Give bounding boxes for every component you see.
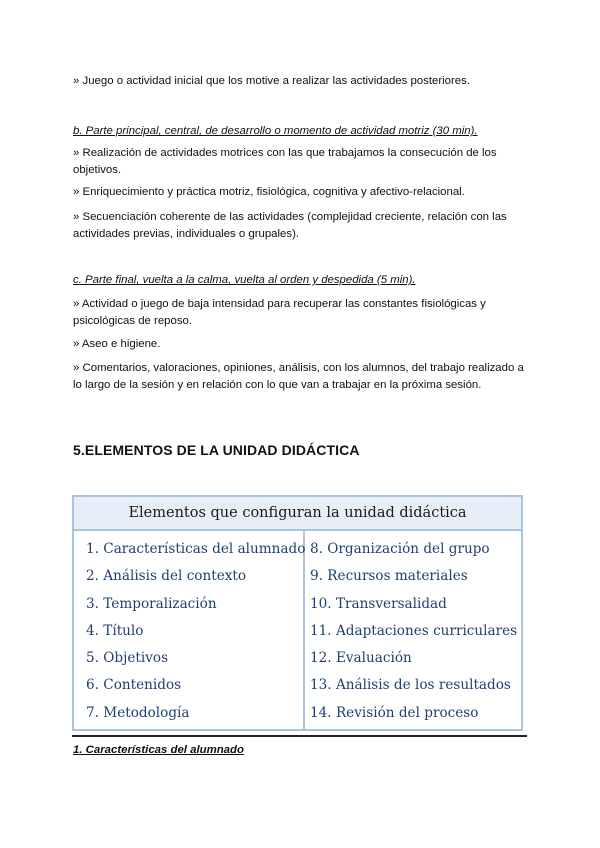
table-item: 10. Transversalidad xyxy=(310,595,447,612)
section-heading-elements: 5.ELEMENTOS DE LA UNIDAD DIDÁCTICA xyxy=(73,442,360,458)
paragraph-enrichment: » Enriquecimiento y práctica motriz, fisiológica, cognitiva y afectivo-relacional. xyxy=(73,186,465,198)
table-item: 2. Análisis del contexto xyxy=(86,568,247,585)
table-item: 3. Temporalización xyxy=(86,595,217,612)
paragraph-initial-activity: » Juego o actividad inicial que los motive a realizar las actividades posteriores. xyxy=(73,75,470,87)
table-item: 7. Metodología xyxy=(86,704,190,721)
table-item: 13. Análisis de los resultados xyxy=(310,677,511,694)
table-column-left xyxy=(86,536,305,727)
paragraph-sequencing: » Secuenciación coherente de las actividades (complejidad creciente, relación con las actividades previas, individuales o grupales). xyxy=(73,211,507,240)
table-item: 4. Título xyxy=(86,622,144,639)
table-item: 8. Organización del grupo xyxy=(310,541,490,557)
table-item: 14. Revisión del proceso xyxy=(310,704,479,721)
table-item: 9. Recursos materiales xyxy=(310,568,468,585)
paragraph-motor-activities: » Realización de actividades motrices con las que trabajamos la consecución de los objetivos. xyxy=(73,147,497,176)
table-column-right xyxy=(310,536,517,727)
paragraph-low-intensity: » Actividad o juego de baja intensidad para recuperar las constantes fisiológicas y psicológicas de reposo. xyxy=(73,298,486,327)
horizontal-rule xyxy=(72,735,527,737)
paragraph-comments: » Comentarios, valoraciones, opiniones, análisis, con los alumnos, del trabajo realizado a lo largo de la sesión y en relación con lo que van a trabajar en la próxima sesión. xyxy=(73,362,524,391)
elements-table xyxy=(72,495,523,731)
table-item: 1. Características del alumnado xyxy=(86,541,306,557)
table-item: 6. Contenidos xyxy=(86,677,182,694)
table-title: Elementos que configuran la unidad didáctica xyxy=(74,497,521,531)
section-b-heading: b. Parte principal, central, de desarrollo o momento de actividad motriz (30 min). xyxy=(73,125,478,137)
paragraph-hygiene: » Aseo e higiene. xyxy=(73,338,161,350)
table-item: 12. Evaluación xyxy=(310,650,412,667)
section-c-heading: c. Parte final, vuelta a la calma, vuelta al orden y despedida (5 min). xyxy=(73,274,416,286)
subsection-heading: 1. Características del alumnado xyxy=(73,744,244,756)
table-item: 5. Objetivos xyxy=(86,650,169,667)
table-item: 11. Adaptaciones curriculares xyxy=(310,622,518,639)
